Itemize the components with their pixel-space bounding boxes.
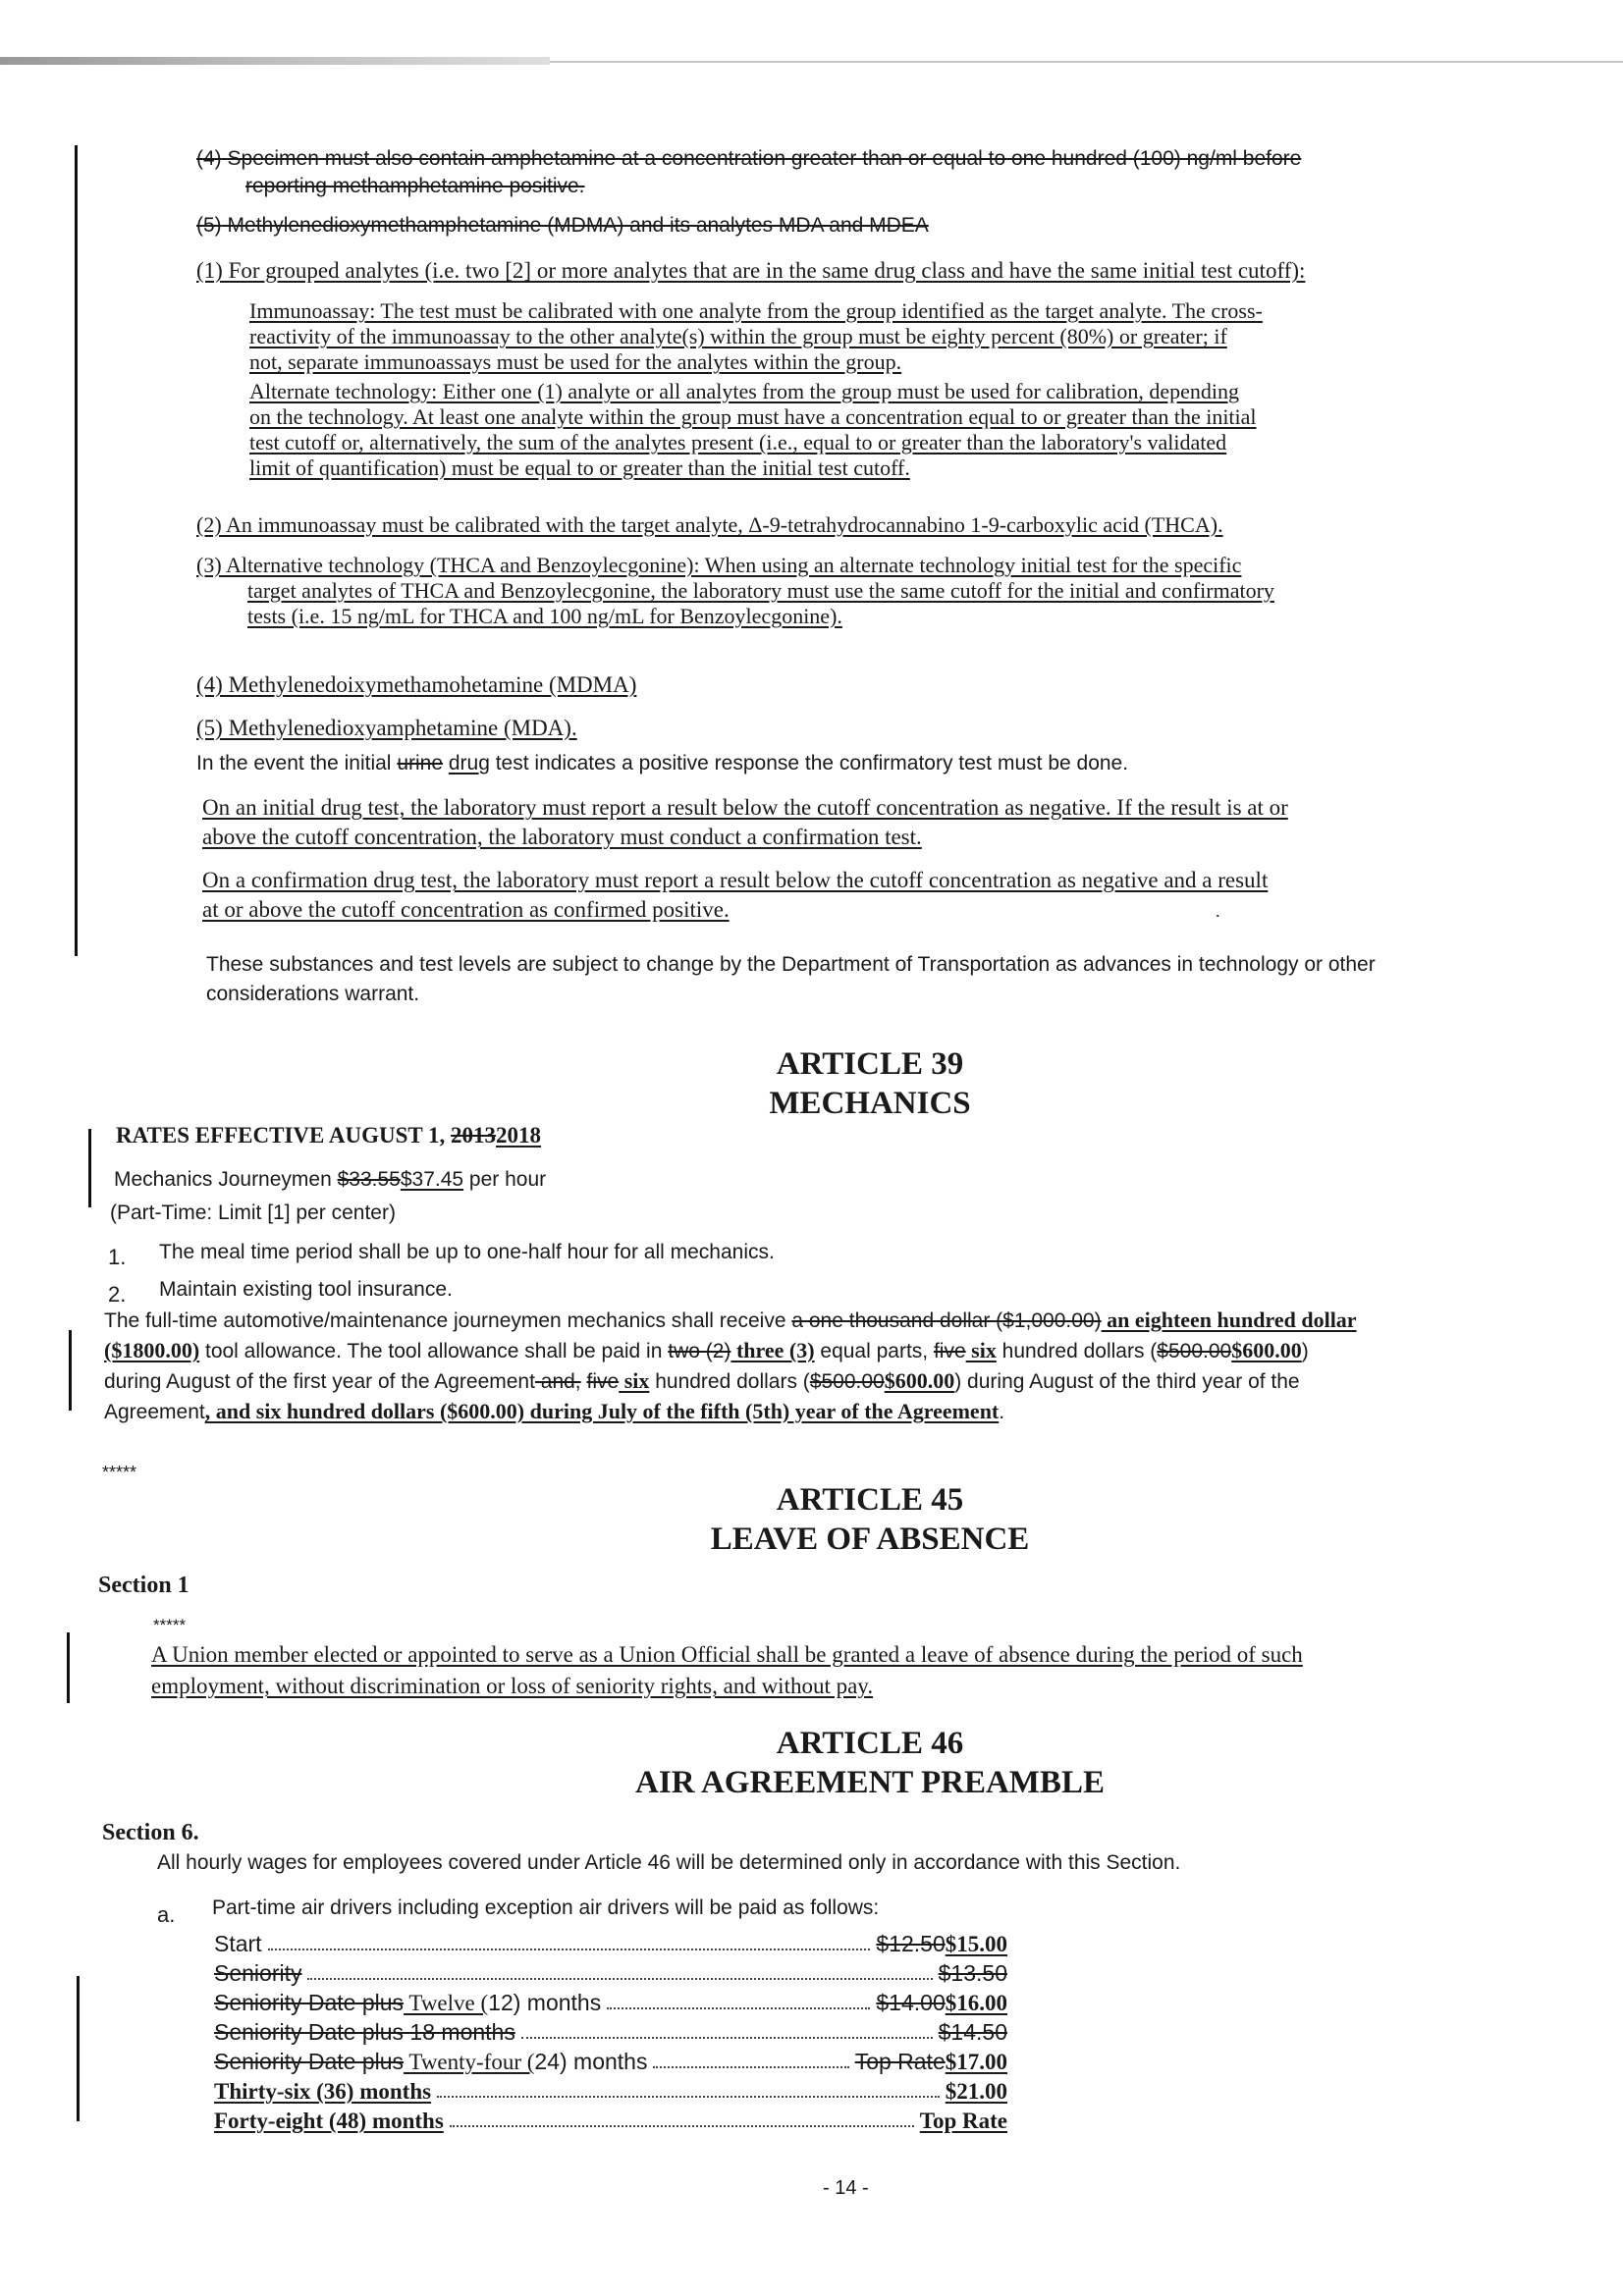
deleted-label: Seniority Date plus: [214, 1990, 405, 2015]
inserted-text: three (3): [730, 1338, 815, 1362]
wage-row: [214, 1928, 1007, 1957]
new-item-4: (4) Methylenedoixymethamohetamine (MDMA): [196, 672, 637, 697]
text-line: test cutoff or, alternatively, the sum of the analytes present (i.e., equal to or greater than the laboratory's validated: [249, 430, 1227, 454]
text-run: per hour: [463, 1168, 547, 1191]
stray-mark: .: [1216, 901, 1220, 921]
section-separator-stars: *****: [102, 1463, 137, 1482]
rates-effective: [116, 1123, 541, 1148]
inserted-label: Forty-eight (48) months: [214, 2109, 444, 2133]
deleted-text: 2013: [451, 1123, 497, 1148]
wage-row: [214, 2016, 1007, 2046]
item-number: (4): [196, 147, 222, 170]
deleted-text: five: [933, 1340, 966, 1362]
text-line: considerations warrant.: [206, 983, 420, 1005]
list-number: 2.: [108, 1282, 127, 1307]
deleted-label: Seniority Date plus 18 months: [214, 2019, 515, 2045]
dot-leader: [307, 1978, 932, 1980]
deleted-label: Seniority: [214, 1960, 302, 1986]
deleted-value: Top Rate: [854, 2049, 946, 2074]
new-item-3: [196, 553, 1274, 629]
text-line: at or above the cutoff concentration as confirmed positive.: [202, 897, 730, 922]
inserted-text: ($1800.00): [104, 1338, 200, 1362]
text-run: Mechanics Journeymen: [114, 1168, 338, 1191]
text-run: hundred dollars (: [649, 1370, 810, 1393]
text-run: ): [1301, 1340, 1309, 1362]
inserted-value: $16.00: [945, 1991, 1007, 2015]
item-text: reporting methamphetamine positive.: [245, 175, 585, 197]
dot-leader: [437, 2096, 940, 2098]
deleted-value: $13.50: [938, 1960, 1007, 1986]
journeymen-rate: [114, 1168, 546, 1192]
inserted-text: drug: [448, 752, 490, 774]
text-run: RATES EFFECTIVE AUGUST 1,: [116, 1123, 452, 1148]
item-text: Methylenedioxymethamphetamine (MDMA) and its analytes MDA and MDEA: [227, 214, 929, 237]
section-separator-stars: *****: [153, 1616, 187, 1634]
wage-value: [855, 2049, 1007, 2075]
inserted-label: Twelve (: [404, 1991, 489, 2015]
list-number: 1.: [108, 1245, 127, 1269]
text-run: during August of the first year of the Agreement: [104, 1370, 535, 1393]
inserted-value: Top Rate: [919, 2109, 1007, 2133]
revision-bar: [69, 1330, 72, 1411]
article-number: ARTICLE 46: [776, 1726, 964, 1761]
deleted-text: $33.55: [337, 1168, 401, 1191]
label-text: 12) months: [488, 1990, 602, 2015]
deleted-item-5: [196, 212, 929, 240]
list-item: The meal time period shall be up to one-half hour for all mechanics.: [159, 1241, 775, 1263]
wage-label: [214, 2109, 444, 2134]
wage-label: [214, 2079, 431, 2105]
text-run: ) during August of the third year of the: [954, 1370, 1300, 1393]
section-1-label: Section 1: [98, 1573, 189, 1598]
item-text: Specimen must also contain amphetamine at a concentration greater than or equal to one hundred (100) ng/ml before: [227, 147, 1302, 170]
inserted-label: Thirty-six (36) months: [214, 2079, 432, 2104]
wage-row: [214, 2075, 1007, 2105]
dot-leader: [653, 2066, 848, 2068]
label-text: Start: [214, 1931, 262, 1956]
article-title: LEAVE OF ABSENCE: [710, 1522, 1030, 1557]
dot-leader: [450, 2125, 914, 2127]
dot-leader: [268, 1949, 871, 1950]
revision-bar: [67, 1632, 70, 1703]
wage-row: [214, 1957, 1007, 1987]
page-number: - 14 -: [823, 2177, 869, 2199]
text-run: hundred dollars (: [996, 1340, 1158, 1362]
union-official-paragraph: [151, 1639, 1623, 1702]
scan-artifact: [0, 57, 550, 65]
wage-value: [876, 1990, 1007, 2016]
substances-paragraph: [206, 950, 1376, 1009]
dot-leader: [607, 2007, 870, 2009]
article-45-heading: [477, 1480, 1263, 1559]
deleted-text: urine: [397, 752, 444, 774]
text-run: In the event the initial: [196, 752, 398, 774]
deleted-item-4: [196, 145, 1301, 200]
text-run: .: [999, 1401, 1005, 1423]
text-line: employment, without discrimination or loss of seniority rights, and without pay.: [151, 1674, 874, 1698]
wage-row: [214, 2046, 1007, 2075]
text-run: test indicates a positive response the confirmatory test must be done.: [489, 752, 1129, 774]
article-number: ARTICLE 39: [776, 1046, 964, 1082]
section-6-intro: All hourly wages for employees covered under Article 46 will be determined only in accordance with this Section.: [157, 1851, 1181, 1874]
article-number: ARTICLE 45: [776, 1482, 964, 1518]
text-line: On an initial drug test, the laboratory must report a result below the cutoff concentration as negative. If the result is at or: [202, 795, 1288, 820]
list-number: a.: [157, 1902, 176, 1927]
text-run: tool allowance. The tool allowance shall be paid in: [199, 1340, 669, 1362]
initial-test-paragraph: [202, 793, 1288, 852]
deleted-text: and,: [534, 1370, 581, 1393]
text-line: A Union member elected or appointed to serve as a Union Official shall be granted a leave of absence during the period of such: [151, 1642, 1303, 1667]
confirmation-test-paragraph: [202, 866, 1268, 925]
inserted-value: $17.00: [945, 2050, 1007, 2074]
wage-label: [214, 1931, 262, 1957]
immunoassay-paragraph: [249, 298, 1263, 375]
new-item-2: (2) An immunoassay must be calibrated with the target analyte, Δ-9-tetrahydrocannabino 1-9-carboxylic acid (THCA).: [196, 512, 1223, 537]
inserted-value: $21.00: [945, 2079, 1007, 2104]
article-46-heading: [477, 1724, 1263, 1802]
wage-value: [920, 2109, 1007, 2134]
deleted-text: two (2): [668, 1340, 731, 1362]
list-item: Maintain existing tool insurance.: [159, 1278, 453, 1301]
text-run: Agreement: [104, 1401, 205, 1423]
text-line: These substances and test levels are subject to change by the Department of Transportation as advances in technology or other: [206, 953, 1376, 976]
wage-label: [214, 2049, 647, 2075]
inserted-text: , and six hundred dollars ($600.00) during July of the fifth (5th) year of the Agreement: [204, 1399, 1000, 1423]
text-line: not, separate immunoassays must be used for the analytes within the group.: [249, 349, 902, 374]
scan-artifact-line: [550, 61, 1623, 63]
tool-allowance-paragraph: [104, 1306, 1621, 1427]
text-run: equal parts,: [814, 1340, 934, 1362]
deleted-value: $12.50: [876, 1931, 946, 1956]
deleted-text: five: [586, 1370, 620, 1393]
new-item-5: (5) Methylenedioxyamphetamine (MDA).: [196, 716, 577, 740]
section-6-label: Section 6.: [102, 1820, 199, 1845]
dot-leader: [521, 2037, 933, 2039]
inserted-text: $37.45: [400, 1168, 464, 1191]
wage-value: [876, 1931, 1007, 1957]
text-line: (3) Alternative technology (THCA and Benzoylecgonine): When using an alternate technology initial test for the specific: [196, 553, 1242, 577]
text-run: The full-time automotive/maintenance journeymen mechanics shall receive: [104, 1309, 792, 1332]
revision-bar: [77, 1976, 80, 2121]
text-line: limit of quantification) must be equal to or greater than the initial test cutoff.: [249, 455, 910, 480]
deleted-value: $14.50: [938, 2019, 1007, 2045]
wage-value: [946, 2079, 1007, 2105]
inserted-value: $15.00: [945, 1932, 1007, 1956]
new-item-1: (1) For grouped analytes (i.e. two [2] or more analytes that are in the same drug class and have the same initial test cutoff):: [196, 258, 1306, 283]
inserted-text: six: [619, 1368, 650, 1393]
part-time-limit: (Part-Time: Limit [1] per center): [110, 1201, 396, 1224]
wage-label: [214, 1990, 601, 2016]
text-line: On a confirmation drug test, the laboratory must report a result below the cutoff concentration as negative and a result: [202, 868, 1269, 892]
item-a-text: Part-time air drivers including exception air drivers will be paid as follows:: [212, 1896, 880, 1919]
inserted-text: six: [965, 1338, 997, 1362]
article-39-heading: [477, 1044, 1263, 1123]
inserted-text: an eighteen hundred dollar: [1101, 1308, 1357, 1332]
inserted-label: Twenty-four (: [404, 2050, 535, 2074]
wage-row: [214, 1987, 1007, 2016]
item-number: (5): [196, 214, 222, 237]
deleted-label: Seniority Date plus: [214, 2049, 405, 2074]
text-line: Immunoassay: The test must be calibrated with one analyte from the group identified as the target analyte. The cross-: [249, 298, 1263, 323]
inserted-text: 2018: [496, 1123, 542, 1148]
deleted-text: $500.00: [809, 1370, 885, 1393]
text-line: tests (i.e. 15 ng/mL for THCA and 100 ng/mL for Benzoylecgonine).: [247, 604, 842, 628]
deleted-text: $500.00: [1157, 1340, 1232, 1362]
text-line: above the cutoff concentration, the laboratory must conduct a confirmation test.: [202, 825, 922, 849]
revision-bar: [75, 145, 78, 956]
wage-label: [214, 2019, 515, 2046]
label-text: 24) months: [534, 2049, 648, 2074]
text-line: on the technology. At least one analyte within the group must have a concentration equal to or greater than the initial: [249, 404, 1257, 429]
wage-row: [214, 2105, 1007, 2134]
event-paragraph: [196, 750, 1128, 777]
text-line: target analytes of THCA and Benzoylecgonine, the laboratory must use the same cutoff for the initial and confirmatory: [247, 578, 1274, 603]
text-line: Alternate technology: Either one (1) analyte or all analytes from the group must be used for calibration, depending: [249, 379, 1240, 403]
alternate-technology-paragraph: [249, 379, 1257, 481]
deleted-value: $14.00: [876, 1990, 946, 2015]
wage-value: [939, 2019, 1007, 2046]
article-title: AIR AGREEMENT PREAMBLE: [635, 1765, 1105, 1800]
inserted-text: $600.00: [884, 1368, 955, 1393]
wage-label: [214, 1960, 301, 1987]
revision-bar: [88, 1129, 91, 1207]
wage-value: [939, 1960, 1007, 1987]
deleted-text: a one thousand dollar ($1,000.00): [791, 1309, 1102, 1332]
article-title: MECHANICS: [769, 1086, 971, 1121]
text-line: reactivity of the immunoassay to the other analyte(s) within the group must be eighty percent (80%) or greater; if: [249, 324, 1227, 348]
inserted-text: $600.00: [1231, 1338, 1302, 1362]
